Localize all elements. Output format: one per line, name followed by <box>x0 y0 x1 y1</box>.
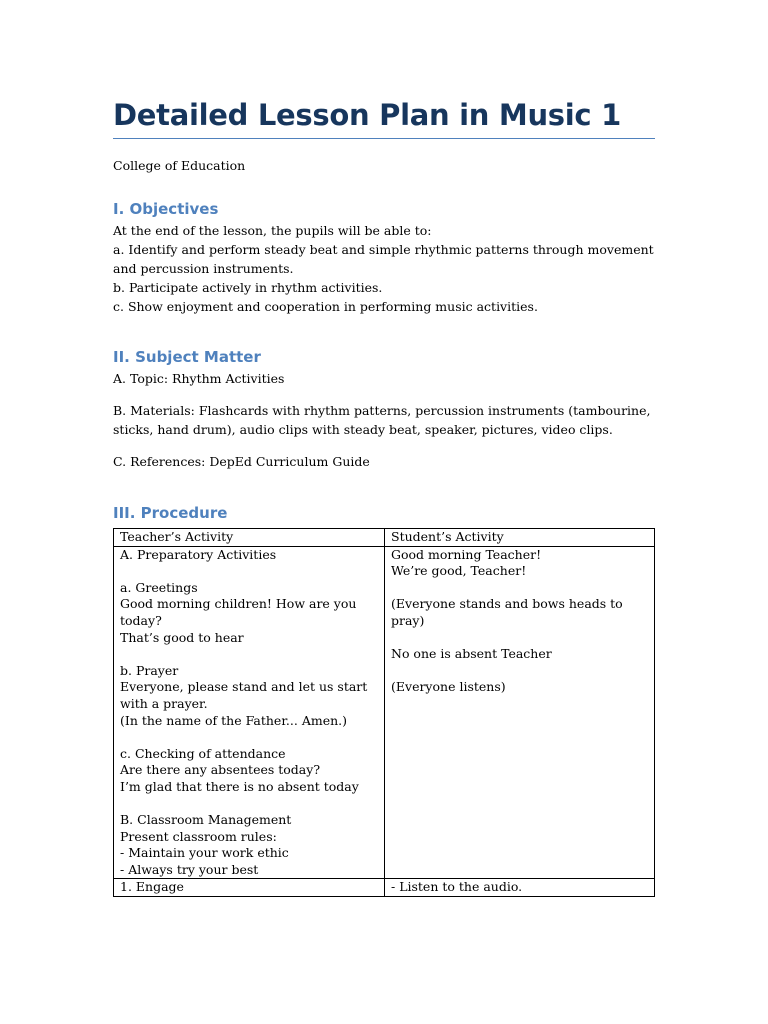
objectives-heading: I. Objectives <box>113 200 219 218</box>
document-page <box>113 96 655 897</box>
procedure-table <box>113 528 655 897</box>
objectives-list <box>113 221 655 316</box>
table-row <box>114 546 655 879</box>
objective-item: a. Identify and perform steady beat and simple rhythmic patterns through movement and percussion instruments. <box>113 242 654 276</box>
procedure-heading: III. Procedure <box>113 504 228 522</box>
objective-item: c. Show enjoyment and cooperation in performing music activities. <box>113 299 538 314</box>
student-activity-cell: Good morning Teacher! We’re good, Teacher! (Everyone stands and bows heads to pray) No one is absent Teacher (Everyone listens) <box>385 546 655 879</box>
college-name: College of Education <box>113 158 246 173</box>
teacher-activity-cell: 1. Engage <box>114 879 385 897</box>
column-header-teacher: Teacher’s Activity <box>114 529 385 547</box>
teacher-activity-cell: A. Preparatory Activities a. Greetings Good morning children! How are you today? That’s good to hear b. Prayer Everyone, please stand and let us start with a prayer. (In the name of the Father... Amen.) c. Checking of attendance Are there any absentees today? I’m glad that there is no absent today B. Classroom Management Present classroom rules: - Maintain your work ethic - Always try your best <box>114 546 385 879</box>
table-header-row <box>114 529 655 547</box>
objective-item: b. Participate actively in rhythm activities. <box>113 280 383 295</box>
student-activity-cell: - Listen to the audio. <box>385 879 655 897</box>
references-line: C. References: DepEd Curriculum Guide <box>113 454 370 469</box>
document-title: Detailed Lesson Plan in Music 1 <box>113 96 655 139</box>
objectives-intro: At the end of the lesson, the pupils will be able to: <box>113 223 432 238</box>
column-header-student: Student’s Activity <box>385 529 655 547</box>
table-row <box>114 879 655 897</box>
materials-line: B. Materials: Flashcards with rhythm patterns, percussion instruments (tambourine, sticks, hand drum), audio clips with steady beat, speaker, pictures, video clips. <box>113 403 651 437</box>
subject-matter-heading: II. Subject Matter <box>113 348 261 366</box>
topic-line: A. Topic: Rhythm Activities <box>113 371 285 386</box>
